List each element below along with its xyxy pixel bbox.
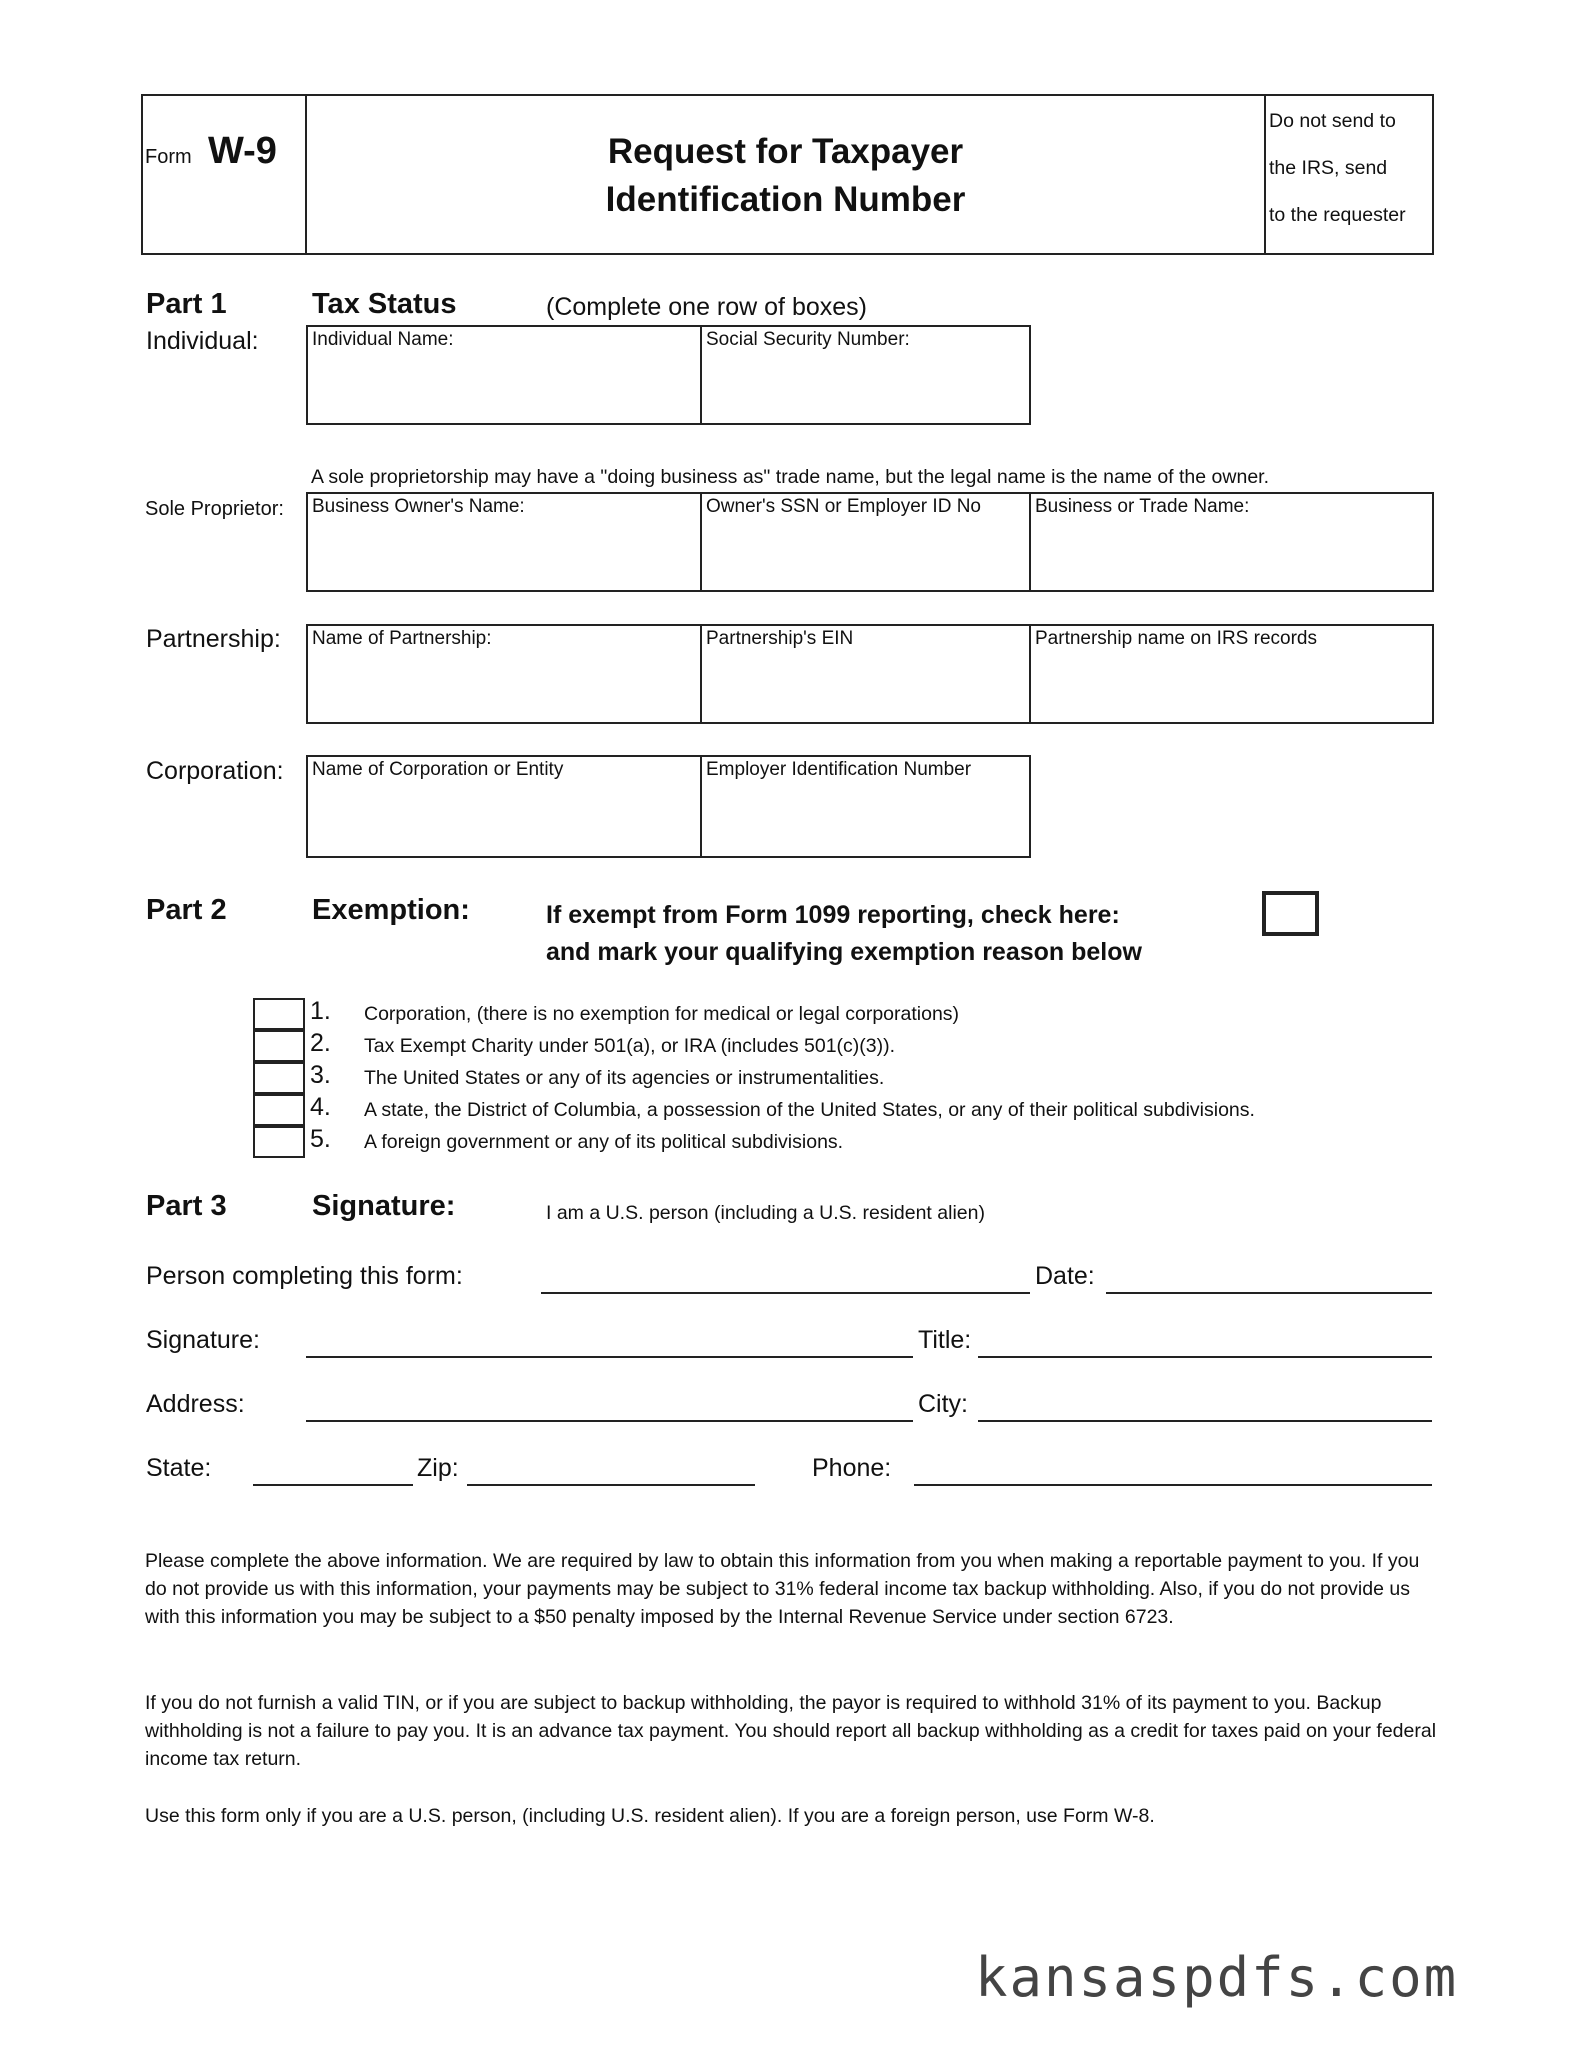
phone-line[interactable] [914, 1484, 1432, 1486]
part1-instruction: (Complete one row of boxes) [546, 293, 867, 321]
reason-5-checkbox[interactable] [253, 1126, 305, 1158]
city-line[interactable] [978, 1420, 1432, 1422]
zip-line[interactable] [467, 1484, 755, 1486]
ssn-label: Social Security Number: [706, 329, 910, 350]
owner-ssn-ein-field[interactable] [700, 492, 1031, 592]
person-completing-line[interactable] [541, 1292, 1030, 1294]
form-title-line2: Identification Number [605, 180, 966, 219]
reason-3-text: The United States or any of its agencies or instrumentalities. [364, 1067, 885, 1089]
reason-1-number: 1. [310, 997, 331, 1025]
send-notice-line1: Do not send to [1269, 110, 1396, 132]
partnership-name-label: Name of Partnership: [312, 628, 492, 649]
part2-label: Part 2 [146, 894, 227, 926]
site-watermark: kansaspdfs.com [975, 1946, 1459, 2009]
state-label: State: [146, 1454, 212, 1482]
partnership-name-field[interactable] [306, 624, 702, 724]
part3-label: Part 3 [146, 1190, 227, 1222]
part2-title: Exemption: [312, 894, 470, 926]
part3-title: Signature: [312, 1190, 456, 1222]
header-divider-right [1264, 94, 1266, 255]
sole-proprietor-note: A sole proprietorship may have a "doing business as" trade name, but the legal name is the name of the owner. [311, 466, 1269, 488]
reason-5-text: A foreign government or any of its political subdivisions. [364, 1131, 844, 1153]
zip-label: Zip: [417, 1454, 459, 1482]
part1-label: Part 1 [146, 288, 227, 320]
reason-4-checkbox[interactable] [253, 1094, 305, 1126]
notes-paragraph-3: Use this form only if you are a U.S. person, (including U.S. resident alien). If you are a foreign person, use Form W-8. [145, 1805, 1155, 1827]
phone-label: Phone: [812, 1454, 892, 1482]
send-notice [1269, 98, 1406, 239]
corporation-name-label: Name of Corporation or Entity [312, 759, 564, 780]
employer-id-label: Employer Identification Number [706, 759, 972, 780]
reason-1-text: Corporation, (there is no exemption for medical or legal corporations) [364, 1003, 960, 1025]
ssn-field[interactable] [700, 325, 1031, 425]
employer-id-field[interactable] [700, 755, 1031, 858]
reason-3-number: 3. [310, 1061, 331, 1089]
exemption-instruction [546, 897, 1142, 971]
corporation-label: Corporation: [146, 757, 284, 785]
partnership-irs-name-label: Partnership name on IRS records [1035, 628, 1317, 649]
send-notice-line2: the IRS, send [1269, 157, 1388, 179]
reason-4-number: 4. [310, 1093, 331, 1121]
state-line[interactable] [253, 1484, 413, 1486]
person-completing-label: Person completing this form: [146, 1262, 463, 1290]
notes-paragraph-2: If you do not furnish a valid TIN, or if you are subject to backup withholding, the payor is required to withhold 31% of its payment to you. Backup withholding is not a failure to pay you. It is an advance tax payment. You should report all backup withholding as a credit for taxes paid on your federal income tax return. [145, 1692, 1437, 1770]
reason-4-text: A state, the District of Columbia, a possession of the United States, or any of their political subdivisions. [364, 1099, 1255, 1121]
business-trade-name-field[interactable] [1029, 492, 1434, 592]
form-title-line1: Request for Taxpayer [607, 132, 964, 171]
owner-ssn-ein-label: Owner's SSN or Employer ID No [706, 496, 981, 517]
reason-5-number: 5. [310, 1125, 331, 1153]
date-label: Date: [1035, 1262, 1095, 1290]
exemption-instruction-line2: and mark your qualifying exemption reason below [546, 938, 1142, 966]
form-prefix: Form [145, 146, 192, 168]
address-line[interactable] [306, 1420, 913, 1422]
reason-2-checkbox[interactable] [253, 1030, 305, 1062]
us-person-statement: I am a U.S. person (including a U.S. resident alien) [546, 1202, 985, 1224]
signature-label: Signature: [146, 1326, 260, 1354]
date-line[interactable] [1106, 1292, 1432, 1294]
form-number: W-9 [208, 130, 277, 172]
signature-line[interactable] [306, 1356, 913, 1358]
reason-2-text: Tax Exempt Charity under 501(a), or IRA (includes 501(c)(3)). [364, 1035, 896, 1057]
partnership-ein-field[interactable] [700, 624, 1031, 724]
part1-title: Tax Status [312, 288, 457, 320]
send-notice-line3: to the requester [1269, 204, 1406, 226]
notes-paragraph-1: Please complete the above information. We are required by law to obtain this information from you when making a reportable payment to you. If you do not provide us with this information, your payments may be subject to 31% federal income tax backup withholding. Also, if you do not provide us with this information you may be subject to a $50 penalty imposed by the Internal Revenue Service under section 6723. [145, 1550, 1420, 1628]
individual-label: Individual: [146, 327, 259, 355]
business-trade-name-label: Business or Trade Name: [1035, 496, 1250, 517]
form-title [307, 128, 1264, 224]
partnership-label: Partnership: [146, 625, 281, 653]
reason-1-checkbox[interactable] [253, 998, 305, 1030]
individual-name-field[interactable] [306, 325, 702, 425]
address-label: Address: [146, 1390, 245, 1418]
partnership-ein-label: Partnership's EIN [706, 628, 854, 649]
reason-2-number: 2. [310, 1029, 331, 1057]
city-label: City: [918, 1390, 968, 1418]
exempt-checkbox[interactable] [1262, 891, 1319, 936]
title-line[interactable] [978, 1356, 1432, 1358]
reason-3-checkbox[interactable] [253, 1062, 305, 1094]
business-owner-name-label: Business Owner's Name: [312, 496, 525, 517]
title-label: Title: [918, 1326, 972, 1354]
exemption-instruction-line1: If exempt from Form 1099 reporting, check here: [546, 901, 1120, 929]
sole-proprietor-label: Sole Proprietor: [145, 498, 284, 520]
individual-name-label: Individual Name: [312, 329, 454, 350]
business-owner-name-field[interactable] [306, 492, 702, 592]
corporation-name-field[interactable] [306, 755, 702, 858]
partnership-irs-name-field[interactable] [1029, 624, 1434, 724]
